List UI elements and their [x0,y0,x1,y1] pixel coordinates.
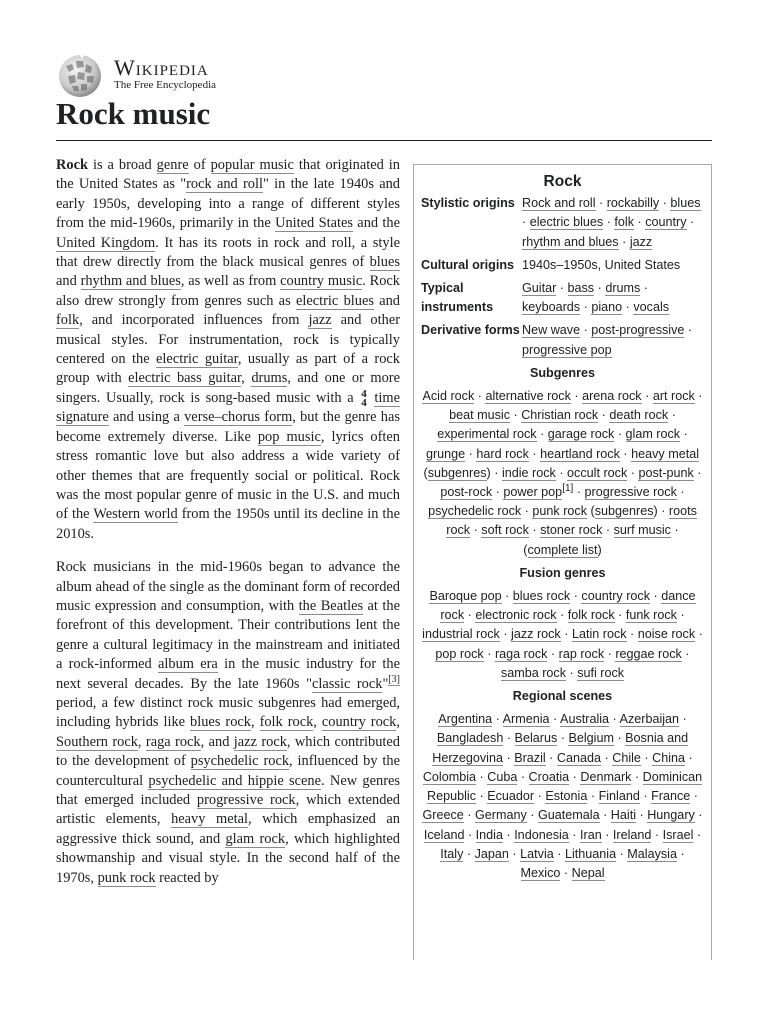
site-wordmark: Wikipedia [114,55,209,80]
link-iceland[interactable]: Iceland [423,827,465,842]
link-experimental-rock[interactable]: experimental rock [437,427,537,442]
link-france[interactable]: France [651,789,691,804]
link-hungary[interactable]: Hungary [647,808,695,823]
link-cuba[interactable]: Cuba [487,769,518,784]
infobox-fusion-heading: Fusion genres [519,565,606,580]
article-paragraph-2: Rock musicians in the mid-1960s began to advance the album ahead of the single as the dominant form of recorded music expression and consumption, with the Beatles at the forefront of this development. Their contributions lent the genre a cultural legitimacy in the mainstream and initiated a rock-informed album era in the music industry for the next several decades. By the late 1960s "classic rock"[3] period, a few distinct rock music subgenres had emerged, including hybrids like blues rock, folk rock, country rock, Southern rock, raga rock, and jazz rock, which contributed to the development of psychedelic rock, influenced by the countercultural psychedelic and hippie scene. New genres that emerged included progressive rock, which extended artistic elements, heavy metal, which emphasized an aggressive thick sound, and glam rock, which highlighted showmanship and visual style. In the second half of the 1970s, punk rock reacted by [56,559,401,886]
link-keyboards[interactable]: keyboards [522,300,581,315]
link-china[interactable]: China [652,750,686,765]
link-chile[interactable]: Chile [612,750,641,765]
infobox-row-label: Typical instruments [421,281,494,315]
link-japan[interactable]: Japan [474,846,509,861]
infobox-fusion-list: Baroque pop · blues rock · country rock · dance rock · electronic rock · folk rock · funk rock · industrial rock · jazz rock · Latin rock · noise rock · pop rock · raga rock · rap rock · reggae rock · samba rock · sufi rock [422,589,703,680]
page-title: Rock music [56,94,712,141]
link-raga-rock[interactable]: raga rock [494,646,548,661]
link-blues[interactable]: blues [369,254,400,271]
link-punk-rock[interactable]: punk rock [532,504,587,519]
article-paragraph-1: Rock is a broad genre of popular music that originated in the United States as "rock and roll" in the late 1940s and early 1950s, developing into a range of different styles from the mid-1960s, primarily in the United States and the United Kingdom. It has its roots in rock and roll, a style that drew directly from the black musical genres of blues and rhythm and blues, as well as from country music. Rock also drew strongly from genres such as electric blues and folk, and incorporated influences from jazz and other musical styles. For instrumentation, rock is typically centered on the electric guitar, usually as part of a rock group with electric bass guitar, drums, and one or more singers. Usually, rock is song-based music with a 4 4 time signature and using a verse–chorus form, but the genre has become extremely diverse. Like pop music, lyrics often stress romantic love but also address a wide variety of other themes that are frequently social or political. Rock was the most popular genre of music in the U.S. and much of the Western world from the 1950s until its decline in the 2010s. [56,157,401,542]
link-reggae-rock[interactable]: reggae rock [615,646,682,661]
link-country-rock[interactable]: country rock [581,589,650,604]
link-glam-rock[interactable]: glam rock [225,830,286,847]
link-latin-rock[interactable]: Latin rock [571,627,627,642]
link-classic-rock[interactable]: classic rock [311,675,383,692]
link-folk-rock[interactable]: folk rock [567,608,615,623]
link-psychedelic-rock[interactable]: psychedelic rock [428,504,522,519]
link-heavy-metal[interactable]: heavy metal [631,446,700,461]
link-heavy-metal-subgenres[interactable]: subgenres [427,465,487,480]
link-electric-blues[interactable]: electric blues [529,215,604,230]
link-latvia[interactable]: Latvia [520,846,554,861]
infobox-subgenres-heading: Subgenres [529,365,596,380]
link-drums[interactable]: drums [605,281,641,296]
link-colombia[interactable]: Colombia [422,769,477,784]
link-dominican-republic[interactable]: Dominican Republic [427,769,703,804]
infobox-row-value: New wave · post-progressive · progressive pop [522,323,693,357]
link-guatemala[interactable]: Guatemala [537,808,600,823]
infobox-regional-heading: Regional scenes [512,689,613,704]
link-canada[interactable]: Canada [556,750,602,765]
link-jazz[interactable]: jazz [308,312,332,329]
infobox-subgenres-list: Acid rock · alternative rock · arena rock · art rock · beat music · Christian rock · death rock · experimental rock · garage rock · glam rock · grunge · hard rock · heartland rock · heavy metal (subgenres) · indie rock · occult rock · post-punk · post-rock · power pop[1] · progressive rock · psychedelic rock · punk rock (subgenres) · roots rock · soft rock · stoner rock · surf music · (complete list) [422,389,703,557]
link-electric-bass-guitar[interactable]: electric bass guitar [128,370,242,387]
link-industrial-rock[interactable]: industrial rock [422,627,500,642]
link-indie-rock[interactable]: indie rock [501,465,556,480]
link-azerbaijan[interactable]: Azerbaijan [619,712,680,727]
link-hard-rock[interactable]: hard rock [476,446,529,461]
link-bosnia-and-herzegovina[interactable]: Bosnia and Herzegovina [432,731,689,765]
infobox-row-stylistic-origins [421,194,704,252]
link-rock-and-roll[interactable]: Rock and roll [522,196,596,211]
link-croatia[interactable]: Croatia [528,769,570,784]
link-punk-rock[interactable]: punk rock [97,869,156,886]
link-southern-rock[interactable]: Southern rock [56,733,138,750]
article-body [56,156,400,902]
link-new-wave[interactable]: New wave [522,323,581,338]
link-electric-blues[interactable]: electric blues [295,292,374,309]
link-garage-rock[interactable]: garage rock [547,427,615,442]
link-the-beatles[interactable]: the Beatles [298,597,364,614]
link-noise-rock[interactable]: noise rock [637,627,696,642]
link-rock-and-roll[interactable]: rock and roll [186,176,264,193]
infobox-row-value: Rock and roll · rockabilly · blues · electric blues · folk · country · rhythm and blues · jazz [522,196,701,249]
link-electronic-rock[interactable]: electronic rock [475,608,557,623]
link-psychedelic-rock[interactable]: psychedelic rock [190,753,290,770]
link-roots-rock[interactable]: roots rock [446,504,697,538]
link-rhythm-and-blues[interactable]: rhythm and blues [522,234,619,249]
link-vocals[interactable]: vocals [633,300,670,315]
link-progressive-rock[interactable]: progressive rock [196,792,296,808]
link-folk-rock[interactable]: folk rock [259,714,314,731]
link-raga-rock[interactable]: raga rock [145,733,201,750]
link-glam-rock[interactable]: glam rock [625,427,681,442]
link-germany[interactable]: Germany [474,808,527,823]
link-soft-rock[interactable]: soft rock [481,523,529,538]
link-haiti[interactable]: Haiti [610,808,636,823]
link-genre[interactable]: genre [156,157,189,173]
infobox-row-label: Derivative forms [421,323,520,338]
link-mexico[interactable]: Mexico [520,865,561,880]
infobox-row-derivative-forms [421,321,704,359]
link-funk-rock[interactable]: funk rock [625,608,677,623]
infobox-row-value: 1940s–1950s, United States [522,257,681,272]
link-bass[interactable]: bass [567,281,595,296]
link-iran[interactable]: Iran [580,827,602,842]
link-blues-rock[interactable]: blues rock [190,714,251,731]
link-power-pop[interactable]: power pop [503,485,563,500]
link-time-signature[interactable]: time signature [56,389,400,426]
link-baroque-pop[interactable]: Baroque pop [429,589,502,604]
link-stoner-rock[interactable]: stoner rock [540,523,603,538]
link-armenia[interactable]: Armenia [502,712,550,727]
link-guitar[interactable]: Guitar [522,281,557,296]
link-nepal[interactable]: Nepal [571,865,605,880]
link-grunge[interactable]: grunge [425,446,466,461]
link-united-kingdom[interactable]: United Kingdom [56,234,156,251]
wikipedia-globe-logo-icon [56,52,104,98]
link-jazz-rock[interactable]: jazz rock [511,627,561,642]
link-malaysia[interactable]: Malaysia [627,846,677,861]
link-arena-rock[interactable]: arena rock [582,389,642,404]
infobox-row-value: Guitar · bass · drums · keyboards · piano · vocals [522,281,670,315]
link-ireland[interactable]: Ireland [612,827,652,842]
link-blues[interactable]: blues [670,196,701,211]
link-sufi-rock[interactable]: sufi rock [577,665,625,680]
link-post-progressive[interactable]: post-progressive [591,323,685,338]
link-india[interactable]: India [475,827,503,842]
link-pop-rock[interactable]: pop rock [435,646,484,661]
link-argentina[interactable]: Argentina [438,712,493,727]
infobox-row-label: Stylistic origins [421,196,515,211]
time-signature-fraction: 4 4 [361,387,367,409]
infobox-rows [421,194,704,360]
link-heavy-metal[interactable]: heavy metal [171,811,248,828]
article-subject: Rock [56,157,88,173]
link-pop-music[interactable]: pop music [257,428,321,445]
link-album-era[interactable]: album era [158,656,218,673]
link-folk[interactable]: folk [56,312,80,329]
link-verse-chorus-form[interactable]: verse–chorus form [184,409,293,426]
link-brazil[interactable]: Brazil [514,750,546,765]
link-country-music[interactable]: country music [280,273,363,290]
infobox-row-cultural-origins [421,256,704,275]
link-rhythm-and-blues[interactable]: rhythm and blues [80,273,181,290]
link-country-rock[interactable]: country rock [321,714,397,731]
site-header[interactable] [56,52,356,96]
link-bangladesh[interactable]: Bangladesh [436,731,504,746]
infobox-title: Rock [543,173,582,190]
link-heartland-rock[interactable]: heartland rock [540,446,620,461]
link-folk[interactable]: folk [614,215,635,230]
link-denmark[interactable]: Denmark [580,769,632,784]
link-jazz[interactable]: jazz [629,234,653,249]
link-acid-rock[interactable]: Acid rock [422,389,475,404]
link-psychedelic-and-hippie-scene[interactable]: psychedelic and hippie scene [148,772,322,789]
link-popular-music[interactable]: popular music [210,157,294,173]
link-beat-music[interactable]: beat music [449,408,510,423]
link-complete-list[interactable]: complete list [527,542,598,557]
link-italy[interactable]: Italy [440,846,464,861]
link-jazz-rock[interactable]: jazz rock [233,733,287,750]
link-progressive-rock[interactable]: progressive rock [584,485,677,500]
link-rockabilly[interactable]: rockabilly [606,196,660,211]
link-ecuador[interactable]: Ecuador [487,789,535,804]
infobox [413,164,712,960]
link-indonesia[interactable]: Indonesia [514,827,569,842]
link-united-states[interactable]: United States [275,215,353,232]
link-greece[interactable]: Greece [422,808,464,823]
link-death-rock[interactable]: death rock [609,408,669,423]
link-post-punk[interactable]: post-punk [638,465,694,480]
link-occult-rock[interactable]: occult rock [567,465,628,480]
link-christian-rock[interactable]: Christian rock [521,408,599,423]
infobox-regional-list: Argentina · Armenia · Australia · Azerbaijan · Bangladesh · Belarus · Belgium · Bosnia and Herzegovina · Brazil · Canada · Chile · China · Colombia · Cuba · Croatia · Denmark · Dominican Republic · Ecuador · Estonia · Finland · France · Greece · Germany · Guatemala · Haiti · Hungary · Iceland · India · Indonesia · Iran · Ireland · Israel · Italy · Japan · Latvia · Lithuania · Malaysia · Mexico · Nepal [422,712,703,880]
link-samba-rock[interactable]: samba rock [500,665,566,680]
link-blues-rock[interactable]: blues rock [512,589,571,604]
link-belarus[interactable]: Belarus [514,731,558,746]
link-belgium[interactable]: Belgium [568,731,614,746]
citation[interactable] [388,674,400,686]
link-progressive-pop[interactable]: progressive pop [522,342,612,357]
link-dance-rock[interactable]: dance rock [440,589,696,623]
link-post-rock[interactable]: post-rock [440,485,493,500]
link-alternative-rock[interactable]: alternative rock [485,389,571,404]
infobox-row-label: Cultural origins [421,257,515,272]
link-drums[interactable]: drums [251,370,288,387]
site-tagline: The Free Encyclopedia [114,79,217,91]
infobox-row-typical-instruments [421,279,704,317]
citation-link[interactable]: [3] [388,673,401,685]
link-electric-guitar[interactable]: electric guitar [156,351,238,368]
link-punk-rock-subgenres[interactable]: subgenres [594,504,654,519]
link-rap-rock[interactable]: rap rock [558,646,605,661]
link-israel[interactable]: Israel [662,827,694,842]
link-country[interactable]: country [645,215,687,230]
link-piano[interactable]: piano [591,300,623,315]
link-finland[interactable]: Finland [598,789,640,804]
link-estonia[interactable]: Estonia [545,789,588,804]
link-surf-music[interactable]: surf music [613,523,671,538]
citation[interactable]: [1] [562,482,574,494]
link-australia[interactable]: Australia [560,712,610,727]
link-art-rock[interactable]: art rock [652,389,695,404]
link-lithuania[interactable]: Lithuania [564,846,617,861]
link-western-world[interactable]: Western world [93,506,178,523]
